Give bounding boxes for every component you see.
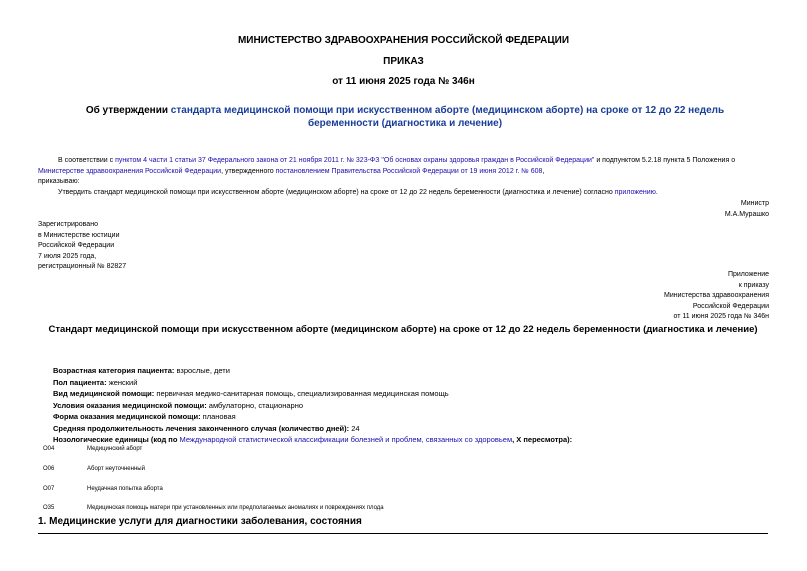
order-title-link[interactable]: стандарта медицинской помощи при искусственном аборте (медицинском аборте) на сроке от 12 до 22 недель беременности (диагностика и лечение)	[170, 105, 725, 129]
section-divider	[38, 533, 768, 534]
appendix-line: Министерства здравоохранения	[664, 292, 769, 299]
order-title-prefix: Об утверждении	[85, 105, 171, 116]
registration-line: регистрационный № 82827	[38, 263, 127, 270]
registration-line: 7 июля 2025 года,	[38, 252, 97, 260]
param-label: Пол пациента:	[53, 377, 107, 387]
param-sex	[53, 377, 773, 389]
param-label: Вид медицинской помощи:	[53, 389, 155, 398]
ministry-regulation-link[interactable]: Министерстве здравоохранения Российской Федерации	[38, 167, 222, 175]
standard-parameters	[53, 365, 773, 446]
appendix-line: Российской Федерации	[692, 302, 769, 310]
icd-link[interactable]: Международной статистической классификации болезней и проблем, связанных со здоровьем	[179, 435, 513, 444]
nosology-code: O04	[43, 446, 55, 452]
param-value: плановая	[200, 412, 236, 421]
param-label: Нозологические единицы (код по	[53, 435, 180, 444]
param-label: Средняя продолжительность лечения законченного случая (количество дней):	[53, 423, 350, 433]
order-word: приказываю:	[38, 178, 80, 185]
registration-line: Российской Федерации	[38, 242, 115, 249]
registration-block	[38, 220, 126, 273]
nosology-name: Неудачная попытка аборта	[87, 486, 163, 492]
preamble-text: , утвержденного	[221, 167, 276, 175]
nosology-name: Аборт неуточненный	[87, 466, 145, 472]
param-value: амбулаторно, стационарно	[206, 400, 304, 410]
approve-text: Утвердить стандарт медицинской помощи при искусственном аборте (медицинском аборте) на сроке от 12 до 22 недель беременности (диагностика и лечение) согласно	[58, 189, 615, 196]
param-form	[53, 411, 773, 423]
standard-title: Стандарт медицинской помощи при искусственном аборте (медицинском аборте) на сроке от 12 до 22 недель беременности (диагностика и лечение)	[48, 324, 758, 335]
param-care-type	[53, 388, 773, 400]
param-age	[53, 365, 773, 377]
nosology-name: Медицинская помощь матери при установленных или предполагаемых аномалиях и повреждениях плода	[87, 505, 384, 511]
appendix-line: к приказу	[738, 281, 769, 289]
param-label: Возрастная категория пациента:	[53, 366, 175, 375]
doc-date-number: от 11 июня 2025 года № 346н	[332, 76, 475, 87]
preamble-text: ,	[542, 167, 545, 175]
nosology-code: O07	[43, 486, 55, 492]
param-value: первичная медико-санитарная помощь, специализированная медицинская помощь	[154, 389, 449, 398]
param-value: взрослые, дети	[174, 366, 230, 375]
law-link[interactable]: пунктом 4 части 1 статьи 37 Федерального закона от 21 ноября 2011 г. № 323-ФЗ "Об основах охраны здоровья граждан в Российской Федерации"	[115, 157, 595, 164]
approve-text: .	[655, 189, 658, 196]
appendix-link[interactable]: приложению	[614, 189, 656, 196]
order-title	[55, 104, 755, 130]
nosology-code: O35	[43, 505, 55, 511]
preamble-text: В соответствии с	[58, 157, 116, 164]
registration-line: Зарегистрировано	[38, 221, 98, 228]
param-value: 24	[349, 423, 360, 433]
approve-paragraph	[58, 188, 770, 199]
param-conditions	[53, 400, 773, 412]
section-1-title: 1. Медицинские услуги для диагностики заболевания, состояния	[38, 516, 362, 527]
param-label: Условия оказания медицинской помощи:	[53, 400, 207, 410]
doc-type-heading: ПРИКАЗ	[383, 56, 424, 67]
nosology-code: O06	[43, 466, 55, 472]
appendix-line: Приложение	[727, 271, 769, 278]
appendix-block	[664, 270, 769, 323]
param-label: , X пересмотра):	[512, 435, 573, 444]
param-label: Форма оказания медицинской помощи:	[53, 412, 201, 421]
government-decree-link[interactable]: постановлением Правительства Российской Федерации от 19 июня 2012 г. № 608	[275, 167, 543, 175]
param-nosology	[53, 434, 773, 446]
appendix-line: от 11 июня 2025 года № 346н	[673, 313, 769, 320]
param-value: женский	[106, 377, 138, 387]
signature-name: М.А.Мурашко	[724, 211, 769, 218]
nosology-name: Медицинский аборт	[87, 446, 143, 452]
signature-position: Министр	[740, 200, 769, 207]
ministry-heading: МИНИСТЕРСТВО ЗДРАВООХРАНЕНИЯ РОССИЙСКОЙ ФЕДЕРАЦИИ	[237, 35, 570, 46]
preamble-text: и подпунктом 5.2.18 пункта 5 Положения о	[594, 157, 736, 164]
preamble-paragraph	[38, 156, 770, 177]
param-duration	[53, 423, 773, 435]
registration-line: в Министерстве юстиции	[38, 231, 120, 239]
